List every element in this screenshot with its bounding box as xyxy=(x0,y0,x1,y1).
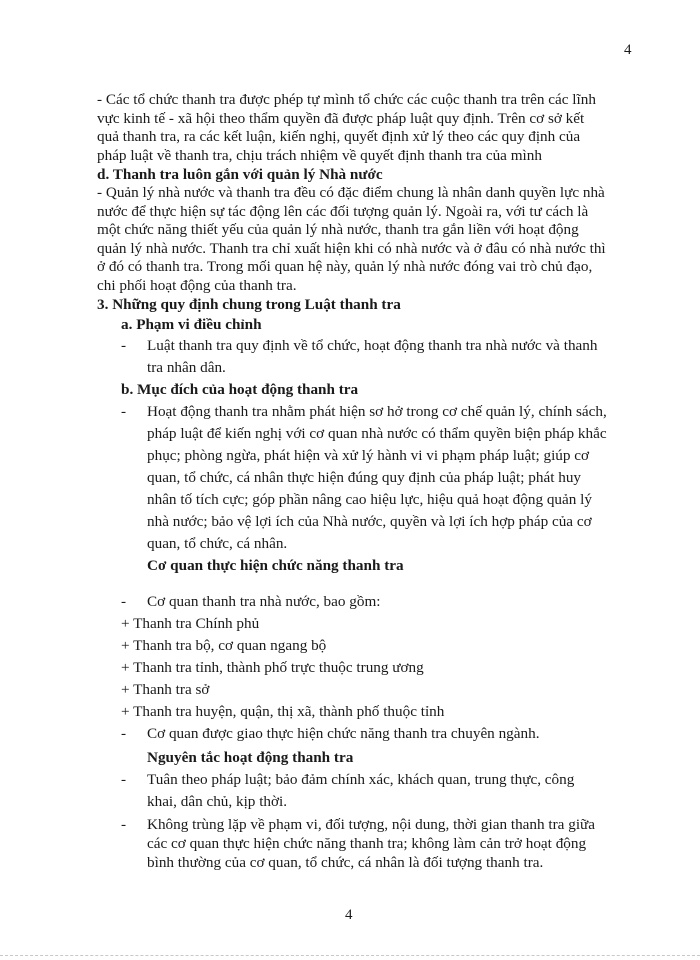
page-number-top: 4 xyxy=(624,42,632,58)
page-bottom-divider xyxy=(0,955,700,956)
heading-e: Nguyên tắc hoạt động thanh tra xyxy=(147,749,354,766)
heading-c: Cơ quan thực hiện chức năng thanh tra xyxy=(147,557,404,574)
list-item-text: Không trùng lặp về phạm vi, đối tượng, nội dung, thời gian thanh tra giữa các cơ quan thực hiện chức năng thanh tra; không làm cản trở hoạt động bình thường của cơ quan, tổ chức, cá nhân là đối tượng thanh tra. xyxy=(147,816,596,871)
list-item-text: Luật thanh tra quy định về tổ chức, hoạt động thanh tra nhà nước và thanh tra nhân dân. xyxy=(147,337,598,376)
list-item-b1 xyxy=(97,401,607,555)
document-body xyxy=(97,91,607,872)
plus-list-item: + Thanh tra tỉnh, thành phố trực thuộc trung ương xyxy=(121,659,424,676)
plus-list xyxy=(97,613,607,723)
list-item-a1 xyxy=(97,335,607,379)
bullet-dash: - xyxy=(121,403,127,420)
paragraph-2: - Quản lý nhà nước và thanh tra đều có đặc điểm chung là nhân danh quyền lực nhà nước để thực hiện sự tác động lên các đối tượng quản lý. Ngoài ra, với tư cách là một chức năng thiết yếu của quản lý nhà nước, thanh tra gắn liền với hoạt động quản lý nhà nước. Thanh tra chỉ xuất hiện khi có nhà nước và ở đâu có nhà nước thì ở đó có thanh tra. Trong mối quan hệ này, quản lý nhà nước đóng vai trò chủ đạo, chi phối hoạt động của thanh tra. xyxy=(97,184,606,294)
list-item-text: Tuân theo pháp luật; bảo đảm chính xác, khách quan, trung thực, công khai, dân chủ, kịp thời. xyxy=(147,771,575,810)
list-item-e1 xyxy=(97,769,607,813)
plus-list-item: + Thanh tra huyện, quận, thị xã, thành phố thuộc tỉnh xyxy=(121,703,445,720)
heading-b: b. Mục đích của hoạt động thanh tra xyxy=(121,381,359,398)
list-item-c2 xyxy=(97,723,607,745)
bullet-dash: - xyxy=(121,771,127,788)
heading-a: a. Phạm vi điều chỉnh xyxy=(121,316,262,333)
list-item-text: Cơ quan thanh tra nhà nước, bao gồm: xyxy=(147,593,381,610)
plus-list-item: + Thanh tra sở xyxy=(121,681,210,698)
bullet-dash: - xyxy=(121,725,127,742)
list-item-c1 xyxy=(97,591,607,613)
bullet-dash: - xyxy=(121,816,127,833)
heading-d: d. Thanh tra luôn gắn với quản lý Nhà nước xyxy=(97,166,383,183)
heading-3: 3. Những quy định chung trong Luật thanh tra xyxy=(97,296,401,313)
bullet-dash: - xyxy=(121,337,127,354)
list-item-e2 xyxy=(97,815,607,872)
paragraph-1: - Các tổ chức thanh tra được phép tự mình tổ chức các cuộc thanh tra trên các lĩnh vực kinh tế - xã hội theo thẩm quyền đã được pháp luật quy định. Trên cơ sở kết quả thanh tra, ra các kết luận, kiến nghị, quyết định xử lý theo các quy định của pháp luật về thanh tra, chịu trách nhiệm về quyết định thanh tra của mình xyxy=(97,91,596,164)
page-number-bottom: 4 xyxy=(345,907,353,923)
list-item-text: Hoạt động thanh tra nhằm phát hiện sơ hở trong cơ chế quản lý, chính sách, pháp luật để kiến nghị với cơ quan nhà nước có thẩm quyền biện pháp khắc phục; phòng ngừa, phát hiện và xử lý hành vi vi phạm pháp luật; giúp cơ quan, tổ chức, cá nhân thực hiện đúng quy định của pháp luật; phát huy nhân tố tích cực; góp phần nâng cao hiệu lực, hiệu quả hoạt động quản lý nhà nước; bảo vệ lợi ích của Nhà nước, quyền và lợi ích hợp pháp của cơ quan, tổ chức, cá nhân. xyxy=(147,403,607,552)
plus-list-item: + Thanh tra Chính phủ xyxy=(121,615,260,632)
list-item-text: Cơ quan được giao thực hiện chức năng thanh tra chuyên ngành. xyxy=(147,725,540,742)
plus-list-item: + Thanh tra bộ, cơ quan ngang bộ xyxy=(121,637,327,654)
bullet-dash: - xyxy=(121,593,127,610)
